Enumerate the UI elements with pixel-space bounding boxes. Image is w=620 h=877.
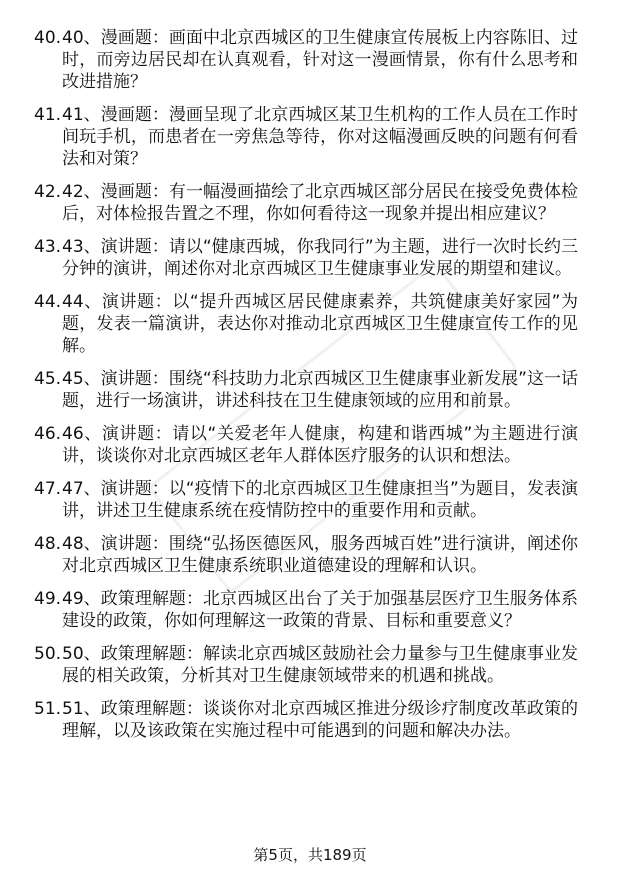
- list-item: [0, 643, 620, 687]
- item-text: 47、演讲题：以“疫情下的北京西城区卫生健康担当”为题目，发表演讲，讲述卫生健康系统在疫情防控中的重要作用和贡献。: [62, 479, 578, 521]
- item-text: 40、漫画题：画面中北京西城区的卫生健康宣传展板上内容陈旧、过时，而旁边居民却在认真观看，针对这一漫画情景，你有什么思考和改进措施？: [62, 28, 578, 92]
- item-number: 45.: [34, 369, 62, 389]
- item-text: 43、演讲题：请以“健康西城，你我同行”为主题，进行一次时长约三分钟的演讲，阐述你对北京西城区卫生健康事业发展的期望和建议。: [62, 237, 578, 279]
- item-number: 48.: [34, 534, 62, 554]
- list-item: [0, 588, 620, 632]
- question-list: [0, 27, 620, 753]
- list-item: [0, 423, 620, 467]
- item-number: 51.: [34, 699, 62, 719]
- item-text: 42、漫画题：有一幅漫画描绘了北京西城区部分居民在接受免费体检后，对体检报告置之不理，你如何看待这一现象并提出相应建议？: [62, 182, 578, 224]
- page-footer: 第5页，共189页: [253, 846, 367, 864]
- item-text: 50、政策理解题：解读北京西城区鼓励社会力量参与卫生健康事业发展的相关政策，分析其对卫生健康领域带来的机遇和挑战。: [62, 644, 578, 686]
- list-item: [0, 181, 620, 225]
- item-number: 49.: [34, 589, 62, 609]
- list-item: [0, 104, 620, 170]
- item-number: 42.: [34, 182, 62, 202]
- item-number: 50.: [34, 644, 62, 664]
- item-number: 46.: [34, 424, 62, 444]
- list-item: [0, 478, 620, 522]
- item-number: 43.: [34, 237, 62, 257]
- item-text: 48、演讲题：围绕“弘扬医德医风，服务西城百姓”进行演讲，阐述你对北京西城区卫生健康系统职业道德建设的理解和认识。: [62, 534, 578, 576]
- list-item: [0, 533, 620, 577]
- list-item: [0, 27, 620, 93]
- list-item: [0, 236, 620, 280]
- item-number: 47.: [34, 479, 62, 499]
- item-text: 45、演讲题：围绕“科技助力北京西城区卫生健康事业新发展”这一话题，进行一场演讲，讲述科技在卫生健康领域的应用和前景。: [62, 369, 578, 411]
- item-text: 41、漫画题：漫画呈现了北京西城区某卫生机构的工作人员在工作时间玩手机，而患者在一旁焦急等待，你对这幅漫画反映的问题有何看法和对策？: [62, 105, 578, 169]
- item-text: 49、政策理解题：北京西城区出台了关于加强基层医疗卫生服务体系建设的政策，你如何理解这一政策的背景、目标和重要意义？: [62, 589, 578, 631]
- item-text: 51、政策理解题：谈谈你对北京西城区推进分级诊疗制度改革政策的理解，以及该政策在实施过程中可能遇到的问题和解决办法。: [62, 699, 578, 741]
- item-text: 44、演讲题：以“提升西城区居民健康素养，共筑健康美好家园”为题，发表一篇演讲，表达你对推动北京西城区卫生健康宣传工作的见解。: [62, 292, 578, 356]
- list-item: [0, 698, 620, 742]
- item-text: 46、演讲题：请以“关爱老年人健康，构建和谐西城”为主题进行演讲，谈谈你对北京西城区老年人群体医疗服务的认识和想法。: [62, 424, 578, 466]
- item-number: 40.: [34, 28, 62, 48]
- list-item: [0, 368, 620, 412]
- list-item: [0, 291, 620, 357]
- item-number: 44.: [34, 292, 62, 312]
- item-number: 41.: [34, 105, 62, 125]
